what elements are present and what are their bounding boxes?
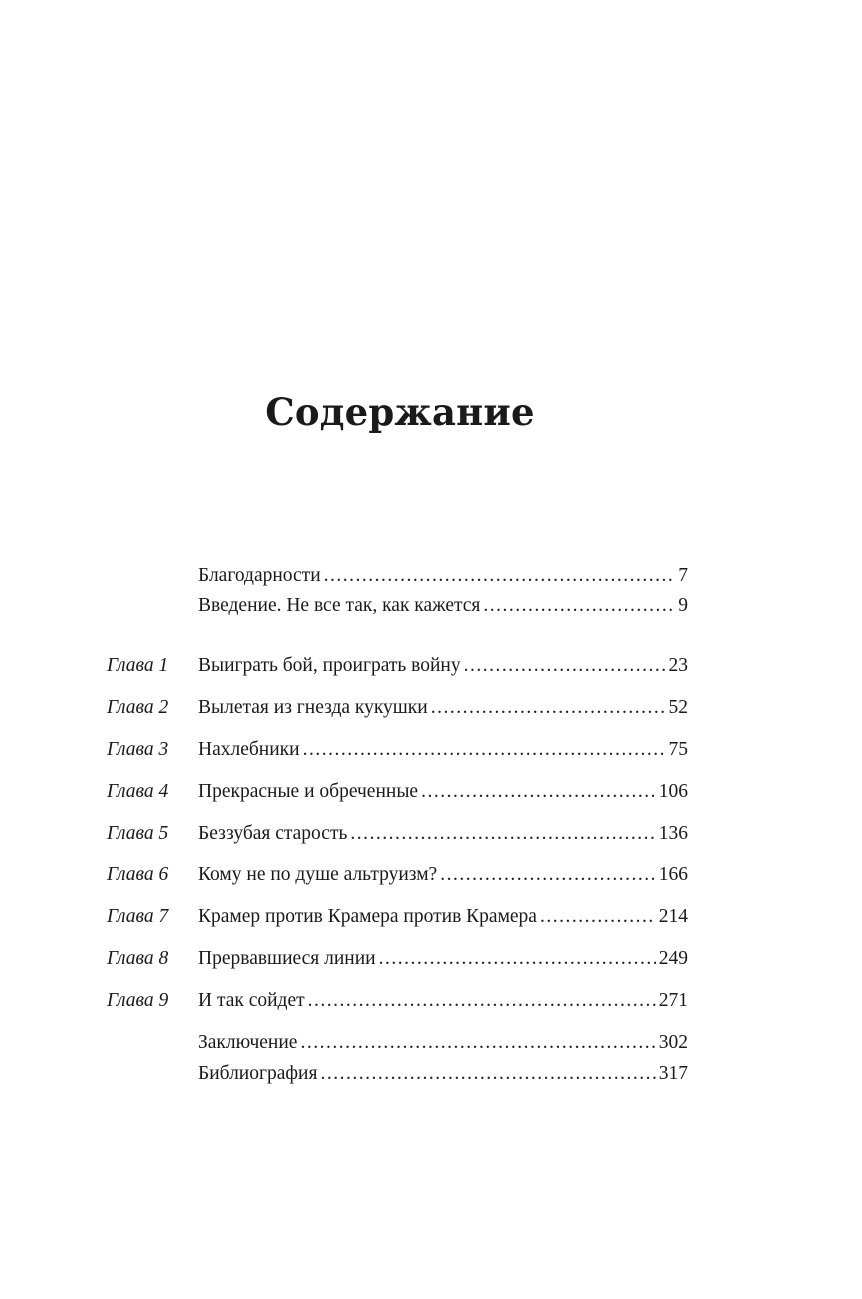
toc-entry-title: Прекрасные и обреченные xyxy=(198,781,419,802)
chapter-label: Глава 1 xyxy=(107,655,169,676)
toc-entry-title: Прервавшиеся линии xyxy=(198,948,376,969)
dot-leader xyxy=(379,946,656,972)
toc-page-number: 75 xyxy=(668,739,688,760)
toc-entry-conclusion[interactable] xyxy=(0,1030,862,1056)
dot-leader xyxy=(440,862,656,888)
toc-entry-title: Беззубая старость xyxy=(198,823,348,844)
toc-entry-title: Заключение xyxy=(198,1032,298,1053)
toc-page-number: 249 xyxy=(658,948,688,969)
toc-entry-title: Библиография xyxy=(198,1063,318,1084)
dot-leader xyxy=(350,821,655,847)
toc-entry-title: Нахлебники xyxy=(198,739,300,760)
toc-page-number: 52 xyxy=(668,697,688,718)
toc-entry-chapter-6[interactable] xyxy=(0,862,862,888)
toc-entry-chapter-9[interactable] xyxy=(0,988,862,1014)
toc-entry-title: Выиграть бой, проиграть войну xyxy=(198,655,461,676)
toc-page-number: 7 xyxy=(678,565,688,586)
chapter-label: Глава 8 xyxy=(107,948,169,969)
dot-leader xyxy=(303,737,666,763)
dot-leader xyxy=(464,653,666,679)
toc-page-number: 302 xyxy=(658,1032,688,1053)
toc-entry-chapter-4[interactable] xyxy=(0,779,862,805)
dot-leader xyxy=(431,695,666,721)
toc-page-number: 166 xyxy=(658,864,688,885)
toc-entry-title: И так сойдет xyxy=(198,990,305,1011)
toc-entry-title: Благодарности xyxy=(198,565,321,586)
toc-entry-acknowledgements[interactable] xyxy=(0,563,862,589)
toc-page-number: 214 xyxy=(658,906,688,927)
toc-entry-chapter-5[interactable] xyxy=(0,821,862,847)
chapter-label: Глава 7 xyxy=(107,906,169,927)
toc-page-number: 317 xyxy=(658,1063,688,1084)
toc-entry-title: Кому не по душе альтруизм? xyxy=(198,864,438,885)
toc-entry-bibliography[interactable] xyxy=(0,1061,862,1087)
toc-entry-chapter-8[interactable] xyxy=(0,946,862,972)
chapter-label: Глава 3 xyxy=(107,739,169,760)
toc-entry-introduction[interactable] xyxy=(0,593,862,619)
dot-leader xyxy=(308,988,656,1014)
toc-entry-title: Введение. Не все так, как кажется xyxy=(198,595,481,616)
dot-leader xyxy=(483,593,675,619)
toc-entry-title: Крамер против Крамера против Крамера xyxy=(198,906,537,927)
chapter-label: Глава 4 xyxy=(107,781,169,802)
toc-page-number: 106 xyxy=(658,781,688,802)
toc-page-number: 271 xyxy=(658,990,688,1011)
toc-page-number: 136 xyxy=(658,823,688,844)
chapter-label: Глава 2 xyxy=(107,697,169,718)
chapter-label: Глава 9 xyxy=(107,990,169,1011)
dot-leader xyxy=(540,904,656,930)
chapter-label: Глава 6 xyxy=(107,864,169,885)
toc-entry-chapter-1[interactable] xyxy=(0,653,862,679)
toc-entry-chapter-2[interactable] xyxy=(0,695,862,721)
dot-leader xyxy=(320,1061,655,1087)
chapter-label: Глава 5 xyxy=(107,823,169,844)
page-title: Содержание xyxy=(265,390,535,434)
dot-leader xyxy=(421,779,656,805)
toc-entry-title: Вылетая из гнезда кукушки xyxy=(198,697,428,718)
dot-leader xyxy=(300,1030,655,1056)
dot-leader xyxy=(324,563,676,589)
toc-page-number: 23 xyxy=(668,655,688,676)
toc-entry-chapter-3[interactable] xyxy=(0,737,862,763)
toc-entry-chapter-7[interactable] xyxy=(0,904,862,930)
toc-page-number: 9 xyxy=(678,595,688,616)
